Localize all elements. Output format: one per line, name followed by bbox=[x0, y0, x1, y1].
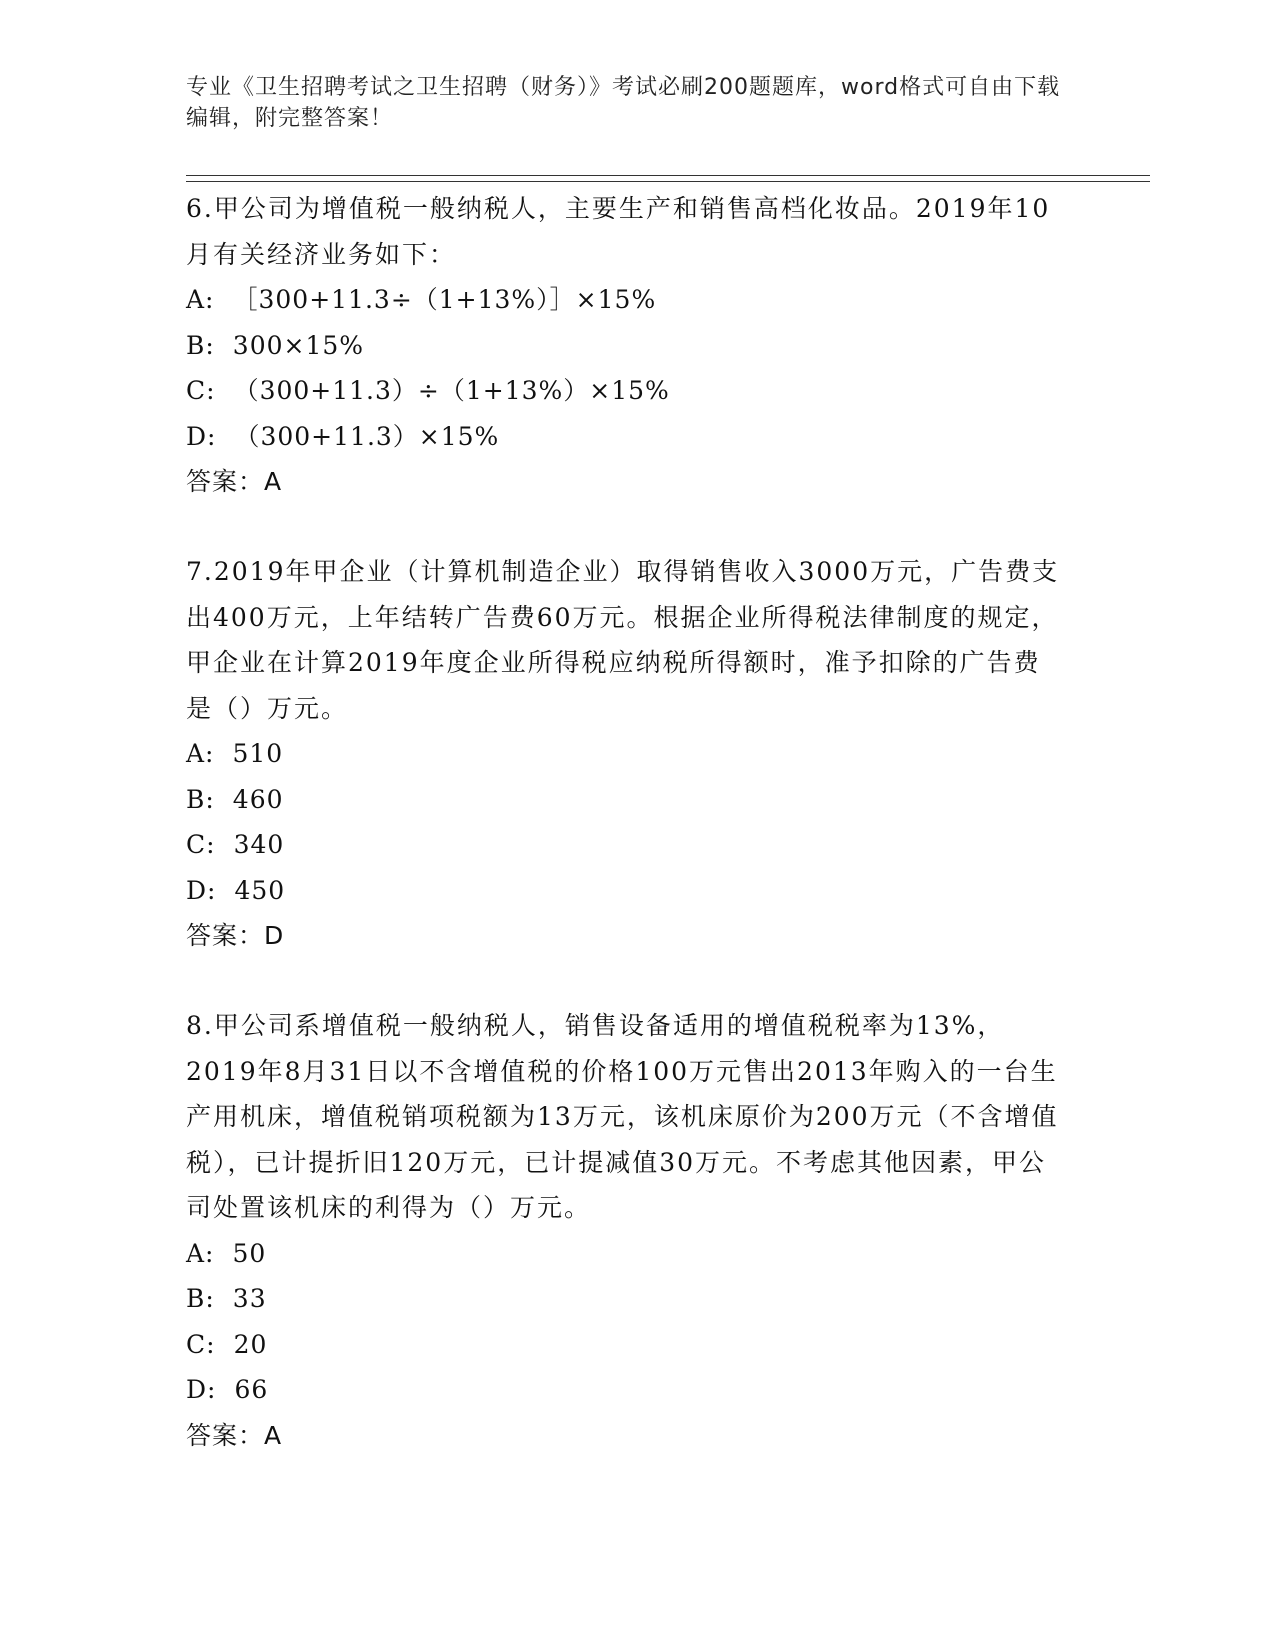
option-text: （300+11.3）÷（1+13%）×15% bbox=[233, 376, 670, 405]
header-divider-top bbox=[186, 175, 1150, 176]
option-a bbox=[186, 731, 1066, 777]
option-text: 33 bbox=[232, 1284, 267, 1313]
option-d bbox=[186, 1367, 1066, 1413]
option-text: （300+11.3）×15% bbox=[234, 421, 500, 451]
option-c bbox=[186, 822, 1066, 868]
option-letter: D: bbox=[186, 875, 217, 905]
option-d bbox=[186, 414, 1066, 460]
option-letter: B: bbox=[186, 1284, 215, 1313]
question-6 bbox=[186, 186, 1066, 505]
option-letter: A: bbox=[186, 1238, 215, 1268]
answer-line: 答案：A bbox=[186, 1420, 283, 1450]
option-b bbox=[186, 323, 1066, 369]
header-divider-bottom bbox=[186, 181, 1150, 182]
option-letter: A: bbox=[186, 285, 215, 314]
option-d bbox=[186, 868, 1066, 914]
option-c bbox=[186, 368, 1066, 414]
question-7 bbox=[186, 549, 1066, 959]
option-text: 50 bbox=[232, 1238, 267, 1268]
question-stem: 6.甲公司为增值税一般纳税人，主要生产和销售高档化妆品。2019年10月有关经济业务如下： bbox=[186, 194, 1051, 269]
question-8 bbox=[186, 1003, 1066, 1458]
option-text: 300×15% bbox=[232, 330, 365, 360]
option-b bbox=[186, 777, 1066, 823]
answer-line: 答案：A bbox=[186, 467, 283, 496]
question-stem: 7.2019年甲企业（计算机制造企业）取得销售收入3000万元，广告费支出400万元，上年结转广告费60万元。根据企业所得税法律制度的规定，甲企业在计算2019年度企业所得税应纳税所得额时，准予扣除的广告费是（）万元。 bbox=[186, 557, 1060, 723]
option-text: 450 bbox=[234, 875, 286, 905]
option-letter: C: bbox=[186, 1329, 216, 1359]
option-letter: C: bbox=[186, 376, 216, 405]
option-text: ［300+11.3÷（1+13%）］×15% bbox=[232, 285, 657, 314]
option-a bbox=[186, 1231, 1066, 1277]
option-letter: D: bbox=[186, 421, 217, 451]
option-a bbox=[186, 277, 1066, 323]
option-letter: B: bbox=[186, 330, 215, 360]
option-b bbox=[186, 1276, 1066, 1322]
document-header: 专业《卫生招聘考试之卫生招聘（财务）》考试必刷200题题库，word格式可自由下载编辑，附完整答案！ bbox=[186, 75, 1061, 131]
option-letter: C: bbox=[186, 830, 216, 859]
option-letter: B: bbox=[186, 784, 215, 814]
option-c bbox=[186, 1322, 1066, 1368]
option-text: 460 bbox=[232, 784, 284, 814]
question-stem: 8.甲公司系增值税一般纳税人，销售设备适用的增值税税率为13%，2019年8月31日以不含增值税的价格100万元售出2013年购入的一台生产用机床，增值税销项税额为13万元，该机床原价为200万元（不含增值税），已计提折旧120万元，已计提减值30万元。不考虑其他因素，甲公司处置该机床的利得为（）万元。 bbox=[186, 1011, 1059, 1222]
option-text: 510 bbox=[232, 739, 284, 768]
answer-line: 答案：D bbox=[186, 921, 285, 950]
option-text: 66 bbox=[234, 1375, 269, 1404]
option-letter: A: bbox=[186, 739, 215, 768]
option-text: 340 bbox=[233, 830, 285, 859]
option-text: 20 bbox=[233, 1329, 268, 1359]
option-letter: D: bbox=[186, 1375, 217, 1404]
